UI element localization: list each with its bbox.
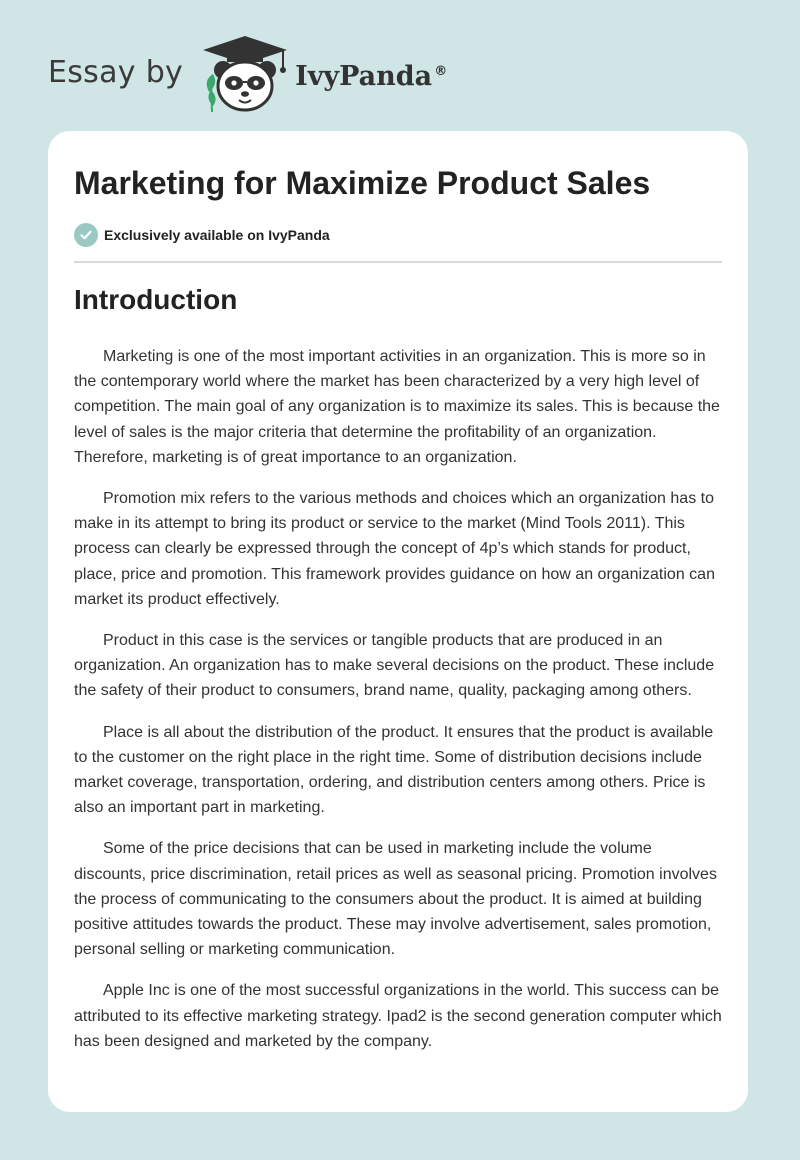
brand-name: [295, 61, 447, 92]
section-heading: Introduction: [74, 284, 238, 315]
body-paragraph: Product in this case is the services or tangible products that are produced in an organization. An organization has to make several decisions on the product. These include the safety of their product to consumers, brand name, quality, packaging among others.: [74, 632, 715, 700]
exclusive-label: Exclusively available on IvyPanda: [104, 227, 330, 243]
body-paragraph: Apple Inc is one of the most successful organizations in the world. This success can be attributed to its effective marketing strategy. Ipad2 is the second generation computer which has been designed and marketed by the company.: [74, 982, 722, 1050]
essay-body: [74, 344, 722, 1070]
body-paragraph: Some of the price decisions that can be used in marketing include the volume discounts, price discrimination, retail prices as well as seasonal pricing. Promotion involves the process of communicating to the consumers about the product. It is aimed at building positive attitudes towards the product. These may involve advertisement, sales promotion, personal selling or marketing communication.: [74, 840, 717, 959]
essay-by-label: Essay by: [48, 54, 184, 90]
page-title: Marketing for Maximize Product Sales: [74, 165, 651, 201]
registered-mark: ®: [434, 63, 448, 79]
body-paragraph: Place is all about the distribution of the product. It ensures that the product is available to the customer on the right place in the right time. Some of distribution decisions include market coverage, transportation, ordering, and distribution centers among others. Price is also an important part in marketing.: [74, 723, 714, 817]
check-circle-icon: [74, 223, 98, 247]
brand-name-text: IvyPanda: [295, 60, 433, 92]
essay-card: [48, 131, 748, 1112]
brand-header: [48, 34, 447, 114]
exclusive-badge: [74, 223, 330, 247]
panda-graduate-logo-icon: [199, 34, 291, 114]
body-paragraph: Promotion mix refers to the various methods and choices which an organization has to make in its attempt to bring its product or service to the market (Mind Tools 2011). This process can clearly be expressed through the concept of 4p’s which stands for product, place, price and promotion. This framework provides guidance on how an organization can market its product effectively.: [74, 490, 715, 608]
body-paragraph: Marketing is one of the most important activities in an organization. This is more so in the contemporary world where the market has been characterized by a very high level of competition. The main goal of any organization is to maximize its sales. This is because the level of sales is the major criteria that determine the profitability of an organization. Therefore, marketing is of great importance to an organization.: [74, 348, 720, 466]
title-divider: [74, 261, 722, 263]
